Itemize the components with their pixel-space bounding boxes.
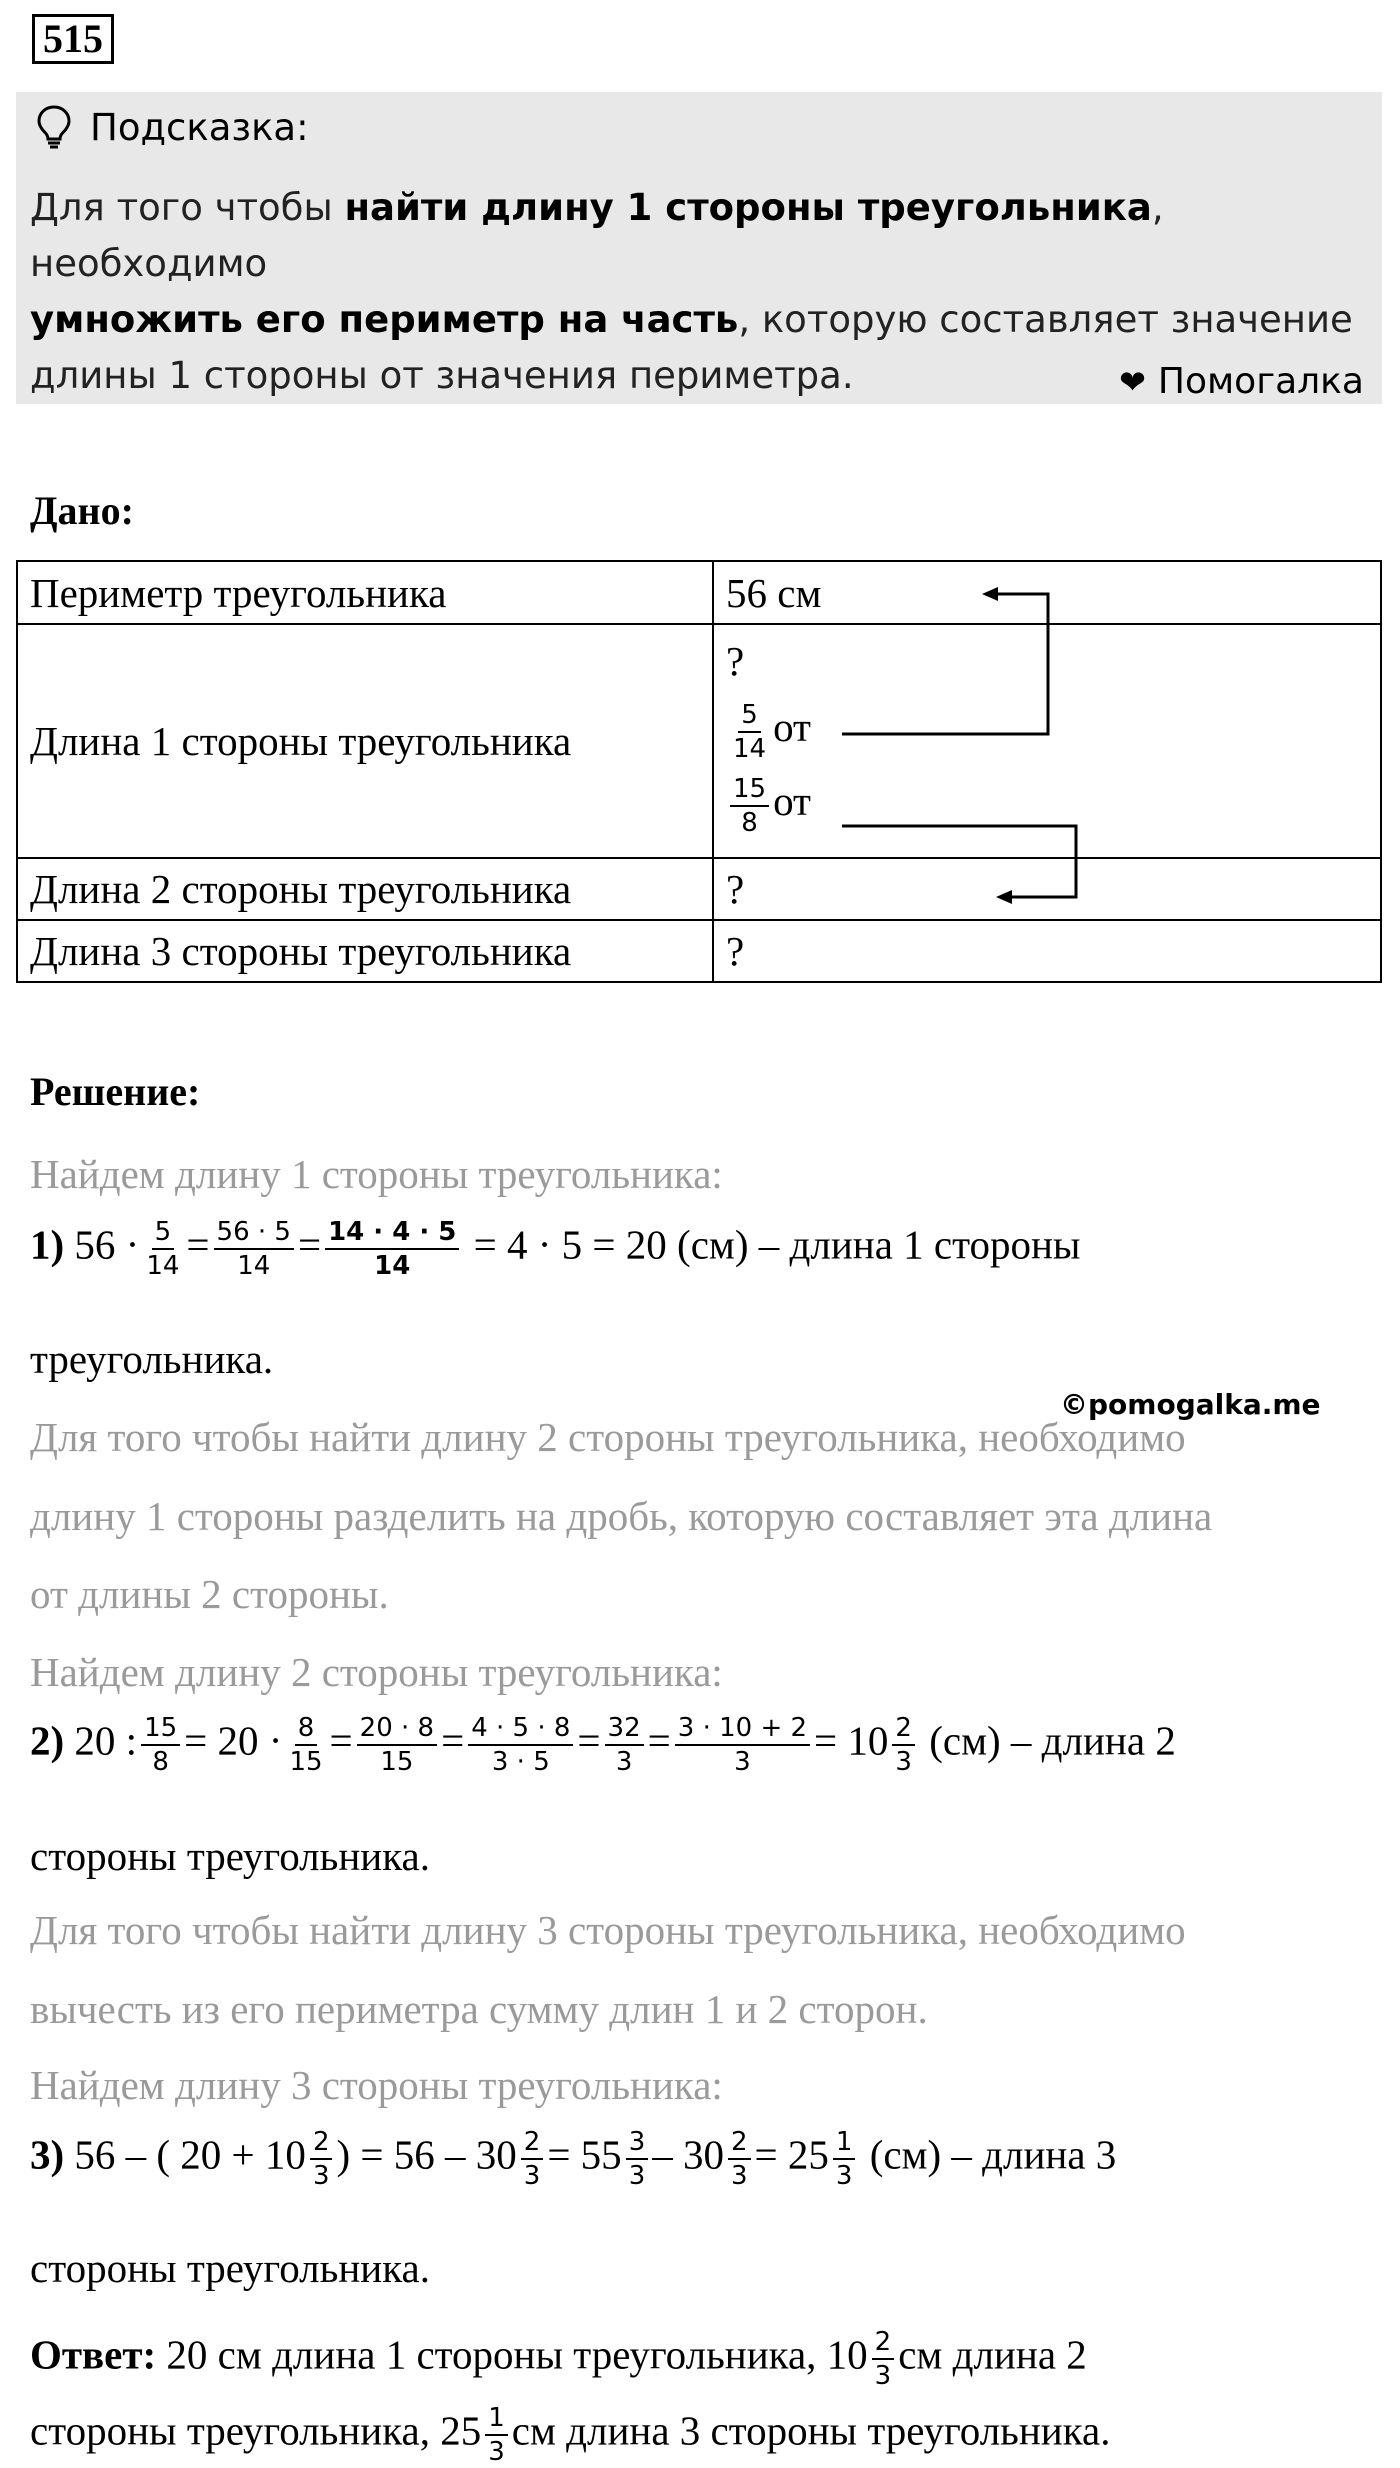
fraction: $\frac{1}{3}$ (833, 2126, 856, 2192)
table-cell: ? (713, 858, 1381, 920)
step3-intro: Найдем длину 3 стороны треугольника: (30, 2062, 723, 2108)
formula-text: (см) – длина 2 (929, 1717, 1176, 1764)
fraction: $\frac{5}{14}$ (146, 1217, 180, 1281)
fraction: $\frac{2}{3}$ (872, 2326, 895, 2392)
table-cell: Длина 2 стороны треугольника (17, 858, 713, 920)
answer-label: Ответ: (30, 2331, 157, 2378)
fraction: $\frac{2}{3}$ (521, 2126, 544, 2192)
table-cell: 56 см (713, 561, 1381, 624)
given-label: Дано: (30, 488, 134, 533)
fraction: $\frac{3}{3}$ (626, 2126, 649, 2192)
step2-explanation: длину 1 стороны разделить на дробь, которую составляет эта длина (30, 1493, 1213, 1539)
answer-text: см длина 3 стороны треугольника. (511, 2407, 1111, 2454)
table-cell: Длина 3 стороны треугольника (17, 920, 713, 982)
formula-text: 56 · (74, 1221, 140, 1268)
fraction: $\frac{2}{3}$ (310, 2126, 333, 2192)
answer-text: стороны треугольника, 25 (30, 2407, 482, 2454)
step3-cont: стороны треугольника. (30, 2245, 430, 2291)
formula-text: = 25 (754, 2131, 829, 2178)
fraction: $\frac{5}{14}$ (733, 699, 767, 764)
fraction: $\frac{1}{3}$ (485, 2402, 508, 2468)
step1-formula (30, 1216, 1080, 1282)
hint-box (16, 92, 1382, 404)
lightbulb-icon (36, 104, 72, 150)
formula-text: 56 – ( 20 + 10 (74, 2131, 306, 2178)
table-cell: Периметр треугольника (17, 561, 713, 624)
watermark: ©pomogalka.me (1060, 1388, 1321, 1421)
given-table (16, 560, 1382, 983)
table-cell: ? (713, 920, 1381, 982)
relation-row (726, 758, 1368, 844)
step2-explanation: от длины 2 стороны. (30, 1571, 389, 1617)
unknown-mark: ? (726, 638, 745, 684)
hint-title (36, 104, 309, 150)
hint-text-part: Для того чтобы (30, 186, 345, 229)
fraction: $\frac{56 \cdot 5}{14}$ (214, 1216, 294, 1282)
table-row (17, 561, 1381, 624)
fraction: $\frac{2}{3}$ (728, 2126, 751, 2192)
heart-icon: ❤ (1119, 362, 1146, 401)
formula-text: = (297, 1221, 322, 1268)
answer-text: см длина 2 (898, 2331, 1087, 2378)
step3-explanation: Для того чтобы найти длину 3 стороны треугольника, необходимо (30, 1907, 1186, 1953)
step1-intro: Найдем длину 1 стороны треугольника: (30, 1151, 723, 1197)
table-row (17, 858, 1381, 920)
fraction: $\frac{15}{8}$ (730, 773, 769, 839)
table-cell (713, 624, 1381, 858)
step-number: 1) (30, 1221, 65, 1268)
solution-label: Решение: (30, 1069, 201, 1114)
hint-text-part: , необходимо (30, 186, 1164, 285)
table-row (17, 624, 1381, 858)
answer-line (30, 2402, 1111, 2468)
answer-line (30, 2326, 1087, 2392)
fraction: $\frac{32}{3}$ (605, 1712, 644, 1778)
fraction: $\frac{4 \cdot 5 \cdot 8}{3 \cdot 5}$ (468, 1712, 573, 1778)
step2-formula: 2) 20 : $\frac{15}{8}$ = 20 · $\frac{8}{15}$ = $\frac{20 \cdot 8}{15}$ = $\frac{4 \cdot 5 \cdot 8}{3 \cdot 5}$ = $\frac{32}{3}$ = $\frac{3 \cdot 10 + 2}{3}$ = 10 $\frac{2}{3}$ (см) – длина 2 (30, 1713, 1176, 1777)
step3-explanation: вычесть из его периметра сумму длин 1 и 2 сторон. (30, 1986, 928, 2032)
step2-intro: Найдем длину 2 стороны треугольника: (30, 1649, 723, 1695)
brand-text: Помогалка (1157, 361, 1364, 402)
formula-text: = 20 · (184, 1717, 283, 1764)
brand-label (1119, 361, 1364, 402)
hint-text-bold: найти длину 1 стороны треугольника (344, 186, 1152, 229)
step1-cont: треугольника. (30, 1336, 274, 1382)
answer-text: 20 см длина 1 стороны треугольника, 10 (166, 2331, 868, 2378)
formula-text: = 55 (547, 2131, 622, 2178)
fraction: $\frac{2}{3}$ (892, 1712, 915, 1778)
formula-text: = (186, 1221, 210, 1268)
relation-word: от (773, 704, 811, 750)
fraction: $\frac{20 \cdot 8}{15}$ (357, 1712, 437, 1778)
step-number: 2) (30, 1717, 65, 1764)
formula-text: ) = 56 – 30 (336, 2131, 517, 2178)
fraction: $\frac{15}{8}$ (141, 1712, 180, 1778)
step2-cont: стороны треугольника. (30, 1833, 430, 1879)
formula-text: 20 : (74, 1717, 138, 1764)
formula-text: – 30 (652, 2131, 724, 2178)
formula-text: = 4 · 5 = 20 (см) – длина 1 стороны (473, 1221, 1081, 1268)
fraction: $\frac{8}{15}$ (289, 1713, 323, 1777)
step2-explanation: Для того чтобы найти длину 2 стороны треугольника, необходимо (30, 1414, 1186, 1460)
hint-text-part: , которую составляет значение длины 1 стороны от значения периметра. (30, 298, 1353, 397)
fraction: $\frac{14 \cdot 4 \cdot 5}{14}$ (325, 1216, 459, 1282)
formula-text: = 10 (814, 1717, 889, 1764)
relation-word: от (773, 778, 811, 824)
step3-formula (30, 2126, 1116, 2192)
table-row (17, 920, 1381, 982)
formula-text: (см) – длина 3 (869, 2131, 1117, 2178)
hint-title-text: Подсказка: (90, 105, 309, 149)
step-number: 3) (30, 2131, 65, 2178)
hint-text-bold: умножить его периметр на часть (30, 298, 739, 341)
problem-number: 515 (32, 14, 114, 64)
fraction: $\frac{3 \cdot 10 + 2}{3}$ (675, 1712, 810, 1778)
table-cell: Длина 1 стороны треугольника (17, 624, 713, 858)
